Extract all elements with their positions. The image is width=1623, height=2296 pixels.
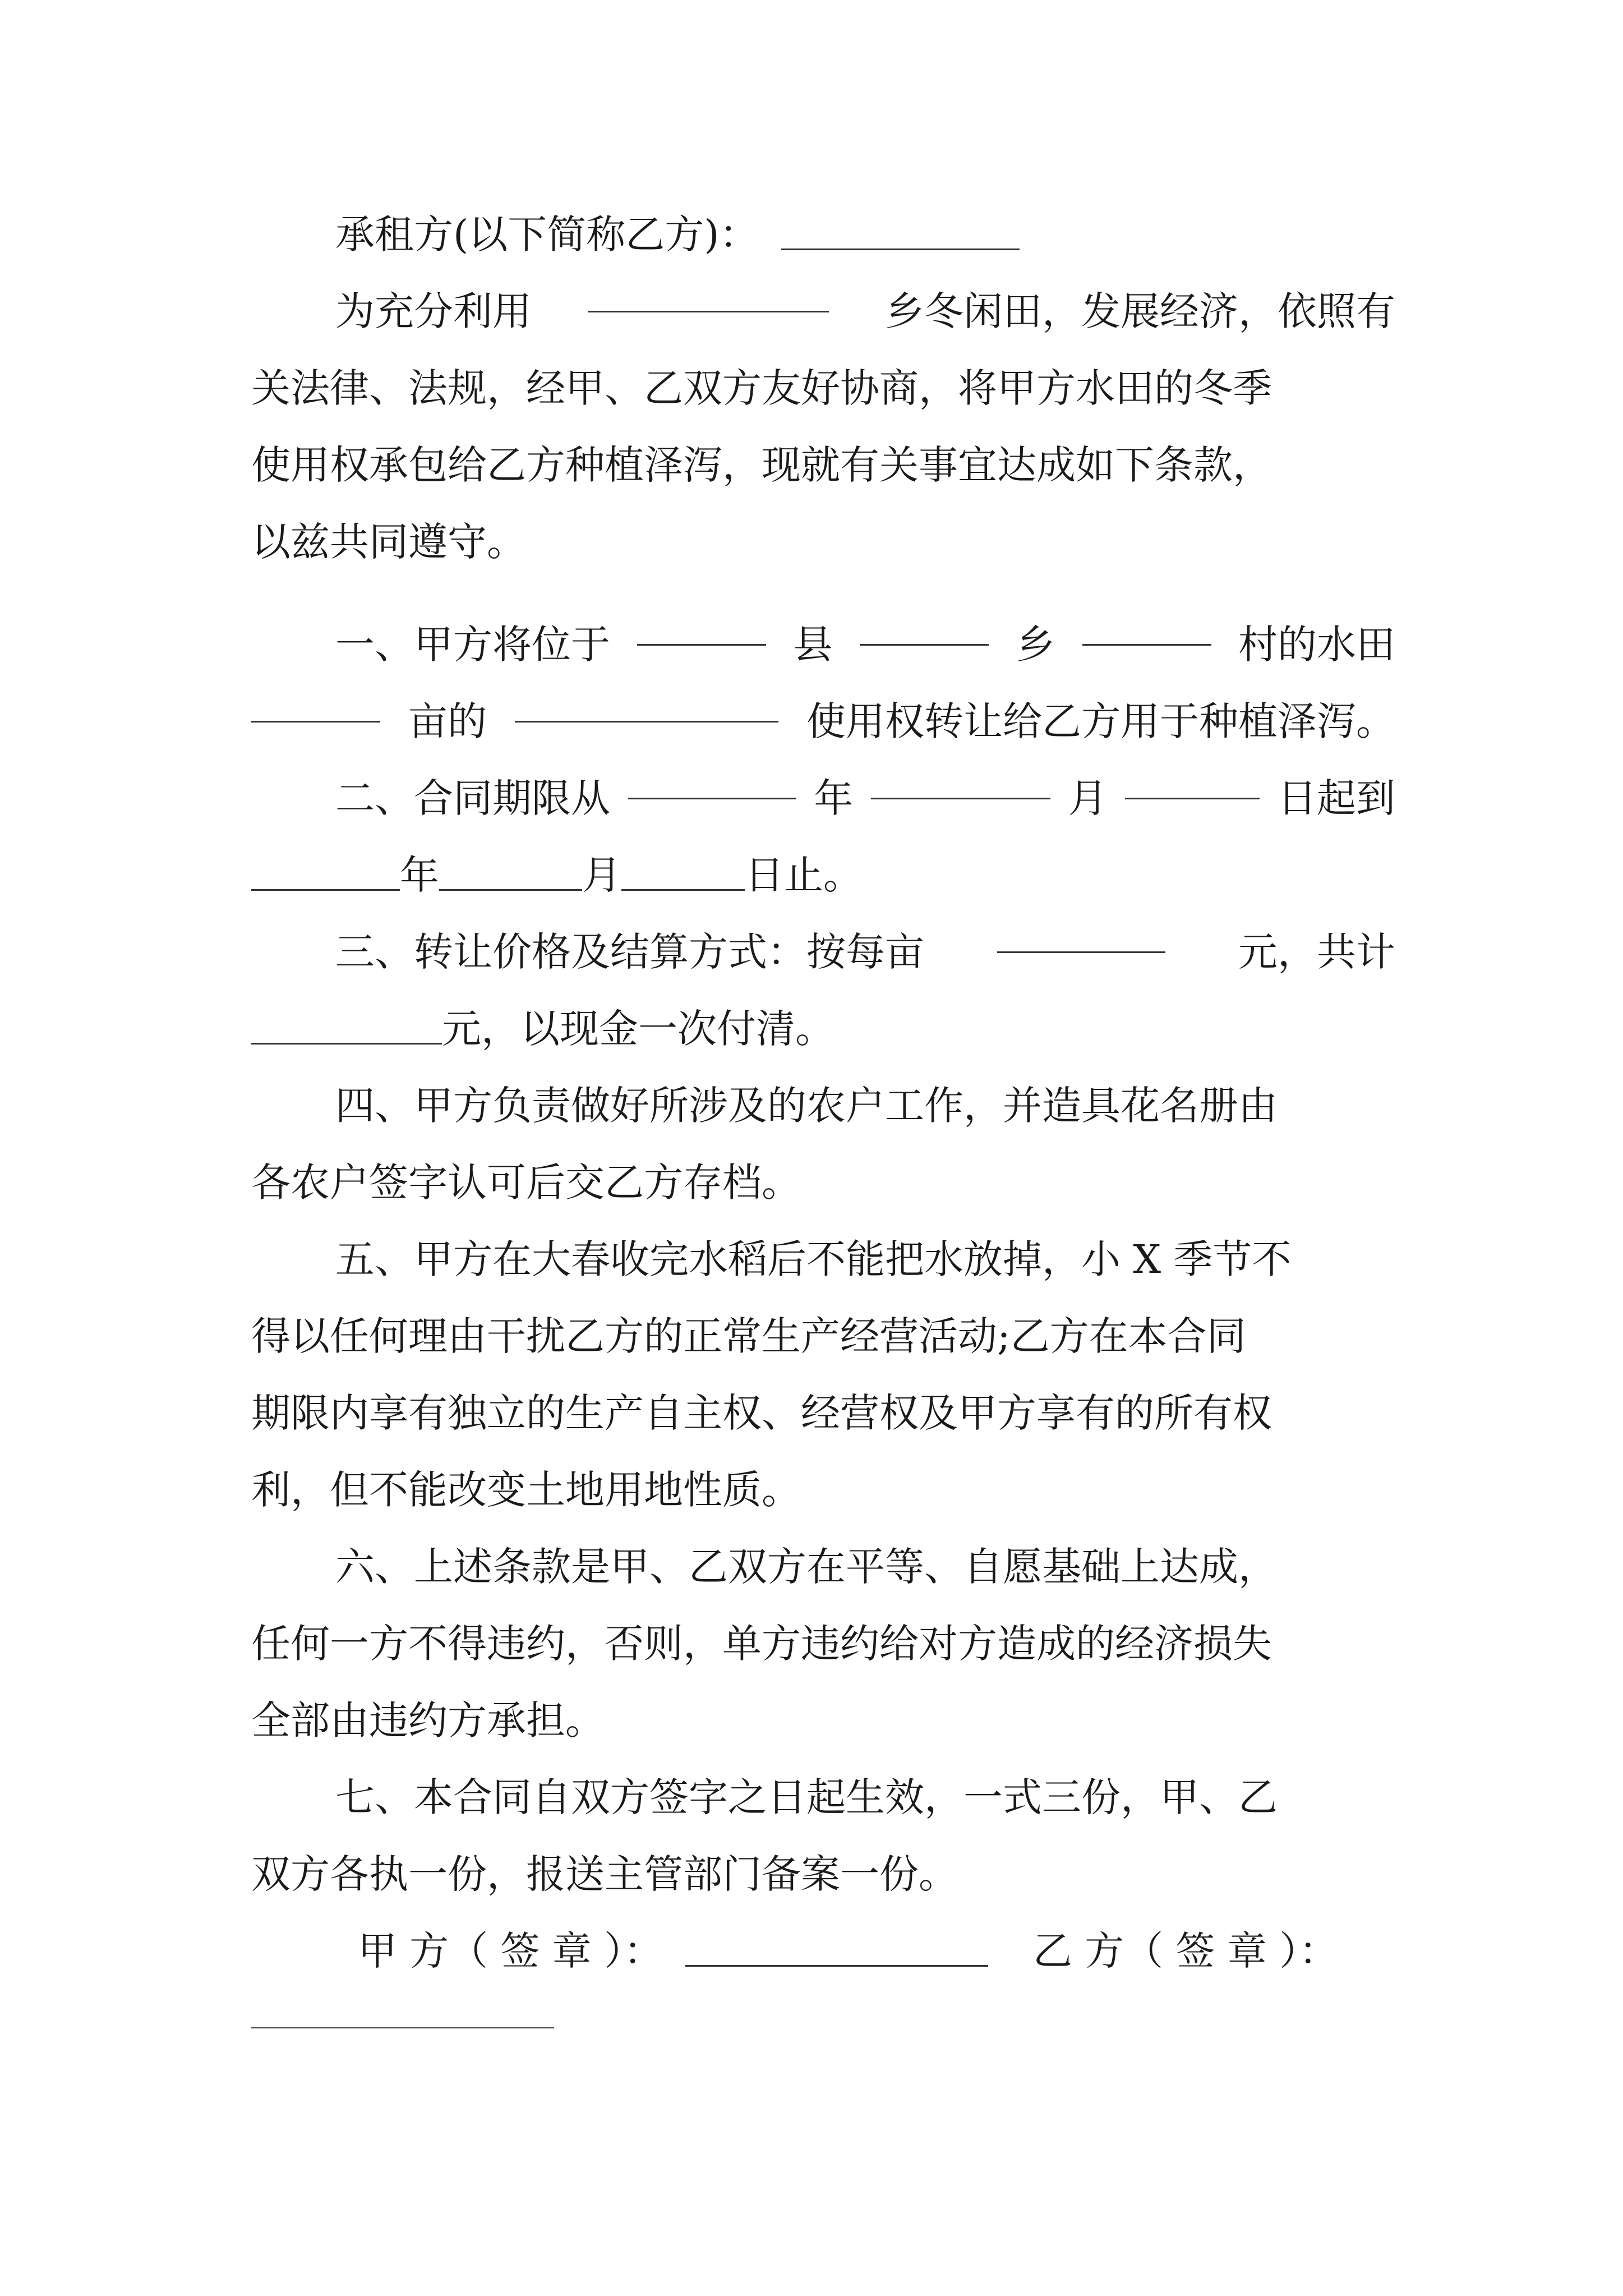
price-per-mu-blank <box>997 914 1165 953</box>
intro-text: 使用权承包给乙方种植泽泻，现就有关事宜达成如下条款， <box>251 442 1272 488</box>
signature-line <box>251 1913 1395 1990</box>
intro-text: 为充分利用 <box>335 288 532 334</box>
start-month-blank <box>871 760 1050 799</box>
total-price-blank <box>251 1005 442 1045</box>
clause-text: 一、甲方将位于 <box>335 622 610 668</box>
village-blank <box>1082 606 1211 646</box>
clause-text: 利，但不能改变土地用地性质。 <box>251 1467 801 1513</box>
clause-1-line-2 <box>251 683 1395 760</box>
clause-text: 四、甲方负责做好所涉及的农户工作，并造具花名册由 <box>335 1083 1278 1129</box>
clause-text: 期限内享有独立的生产自主权、经营权及甲方享有的所有权 <box>251 1390 1272 1436</box>
lessee-label: 承租方(以下简称乙方)： <box>335 211 759 257</box>
clause-text: 月 <box>582 852 621 898</box>
clause-text: 二、合同期限从 <box>335 775 610 821</box>
clause-6-line-2 <box>251 1605 1395 1682</box>
end-day-blank <box>621 852 745 891</box>
lessee-line <box>251 196 1395 273</box>
township-blank-2 <box>860 606 989 646</box>
end-month-blank <box>439 852 582 891</box>
clause-text: 日止。 <box>745 852 863 898</box>
clause-text: 各农户签字认可后交乙方存档。 <box>251 1159 801 1205</box>
clause-4-line-1 <box>251 1068 1395 1144</box>
clause-text: 得以任何理由干扰乙方的正常生产经营活动;乙方在本合同 <box>251 1313 1246 1359</box>
county-blank <box>637 606 766 646</box>
start-day-blank <box>1125 760 1260 799</box>
clause-text: 元，以现金一次付清。 <box>442 1006 834 1052</box>
clause-5-line-4 <box>251 1452 1395 1529</box>
clause-text: 七、本合同自双方签字之日起生效，一式三份，甲、乙 <box>335 1774 1278 1820</box>
clause-6-line-1 <box>251 1529 1395 1605</box>
clause-text: 年 <box>814 775 854 821</box>
contract-body <box>251 196 1395 1990</box>
lessee-name-blank <box>781 211 1020 250</box>
clause-text: 村的水田 <box>1238 622 1395 668</box>
clause-7-line-1 <box>251 1759 1395 1836</box>
clause-7-line-2 <box>251 1836 1395 1913</box>
clause-text: 任何一方不得违约，否则，单方违约给对方造成的经济损失 <box>251 1621 1272 1667</box>
intro-text: 以兹共同遵守。 <box>251 519 526 565</box>
clause-2-line-2 <box>251 837 1395 914</box>
clause-text: 日起到 <box>1277 775 1395 821</box>
clause-2-line-1 <box>251 760 1395 837</box>
clause-text: 五、甲方在大春收完水稻后不能把水放掉，小 X 季节不 <box>335 1236 1292 1282</box>
land-blank <box>515 683 778 723</box>
clause-text: 使用权转让给乙方用于种植泽泻。 <box>806 698 1395 744</box>
clause-text: 全部由违约方承担。 <box>251 1697 605 1743</box>
intro-line-1 <box>251 273 1395 350</box>
party-a-signature-label: 甲 方（ 签 章 ）： <box>358 1928 663 1974</box>
township-blank <box>588 273 829 312</box>
party-b-signature-blank <box>251 2027 554 2028</box>
acreage-blank <box>251 683 380 723</box>
start-year-blank <box>628 760 796 799</box>
clause-3-line-1 <box>251 914 1395 991</box>
party-a-signature-blank <box>685 1927 988 1967</box>
clause-3-line-2 <box>251 991 1395 1068</box>
clause-text: 乡 <box>1016 622 1055 668</box>
clause-text: 县 <box>793 622 833 668</box>
clause-text: 双方各执一份，报送主管部门备案一份。 <box>251 1851 958 1897</box>
clause-4-line-2 <box>251 1144 1395 1221</box>
clause-text: 亩的 <box>408 698 487 744</box>
clause-text: 六、上述条款是甲、乙双方在平等、自愿基础上达成， <box>335 1544 1278 1590</box>
clause-5-line-3 <box>251 1375 1395 1452</box>
clause-text: 月 <box>1068 775 1108 821</box>
party-b-signature-label: 乙 方（ 签 章 ）： <box>1033 1928 1339 1974</box>
clause-1-line-1 <box>251 606 1395 683</box>
clause-5-line-2 <box>251 1298 1395 1375</box>
intro-text: 乡冬闲田，发展经济，依照有 <box>885 288 1395 334</box>
clause-6-line-3 <box>251 1682 1395 1759</box>
clause-5-line-1 <box>251 1221 1395 1298</box>
clause-text: 元，共计 <box>1238 929 1395 975</box>
intro-line-2 <box>251 350 1395 427</box>
clause-text: 三、转让价格及结算方式：按每亩 <box>335 929 924 975</box>
intro-text: 关法律、法规，经甲、乙双方友好协商，将甲方水田的冬季 <box>251 365 1272 411</box>
intro-line-3 <box>251 427 1395 504</box>
clause-text: 年 <box>400 852 439 898</box>
end-year-blank <box>251 852 400 891</box>
intro-line-4 <box>251 504 1395 581</box>
